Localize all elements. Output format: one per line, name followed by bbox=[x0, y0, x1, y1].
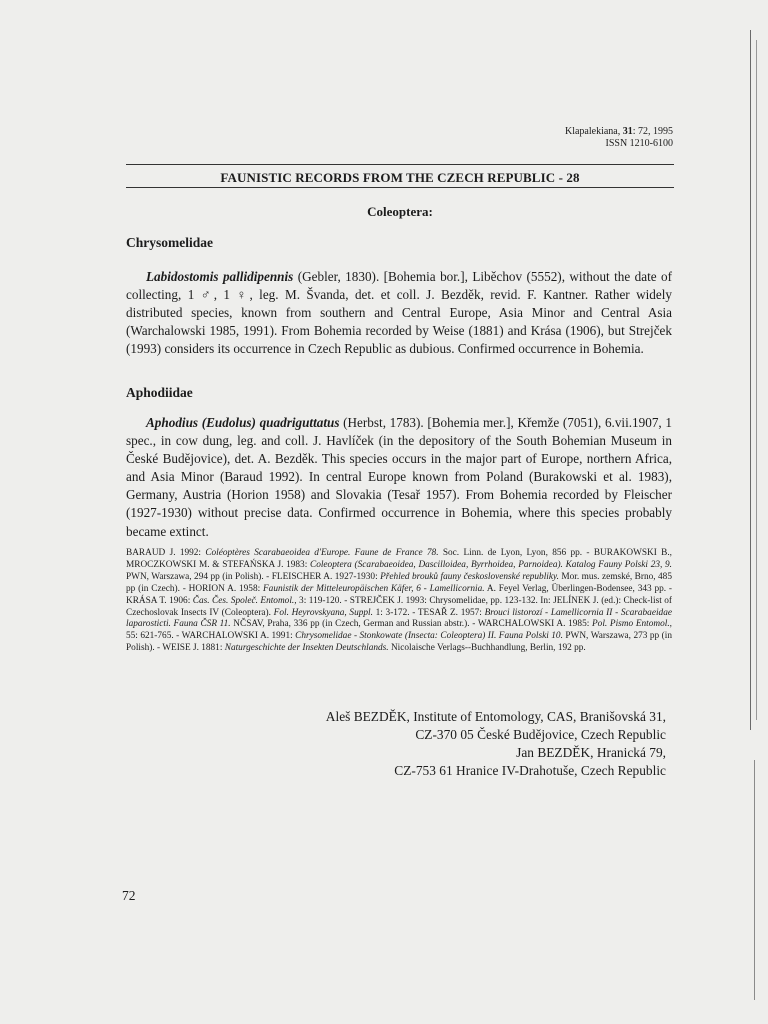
record-paragraph-1 bbox=[126, 268, 672, 358]
journal-issn: ISSN 1210-6100 bbox=[605, 138, 673, 149]
reference-italic-text: Faunistik der Mitteleuropäischen Käfer, 6 - Lamellicornia. bbox=[263, 583, 485, 594]
reference-italic-text: Coléoptères Scarabaeoidea d'Europe. Faune de France 78. bbox=[205, 548, 439, 558]
reference-text: FLEISCHER A. 1927-1930: bbox=[271, 571, 381, 582]
reference-italic-text: Fol. Heyrovskyana, Suppl. bbox=[273, 607, 373, 618]
reference-text: WARCHALOWSKI A. 1985: bbox=[477, 619, 592, 630]
reference-text: Soc. Linn. de Lyon, Lyon, 856 pp. - bbox=[438, 548, 594, 558]
journal-name: Klapalekiana, bbox=[564, 126, 623, 137]
reference-italic-text: Přehled brouků fauny československé republiky. bbox=[380, 571, 559, 582]
reference-text: 3: 119-120. - bbox=[296, 595, 350, 606]
reference-text: PWN, Warszawa, 273 pp (in Polish). - bbox=[126, 631, 672, 654]
reference-text: A. Feyel Verlag, Überlingen-Bodensee, 343 pp. - bbox=[484, 583, 673, 594]
reference-text: TESAŘ Z. 1957: bbox=[417, 607, 485, 618]
reference-text: WARCHALOWSKI A. 1991: bbox=[181, 631, 296, 642]
journal-line-1 bbox=[565, 126, 673, 138]
scan-edge-line bbox=[750, 30, 751, 730]
reference-text: Mor. mus. zemské, Brno, 485 pp (in Czech). - bbox=[126, 571, 672, 594]
reference-text: 1: 3-172. - bbox=[372, 607, 418, 618]
reference-text: STREJČEK J. 1993: bbox=[349, 595, 430, 606]
reference-text: HORION A. 1958: bbox=[188, 583, 263, 594]
journal-citation bbox=[565, 126, 673, 150]
record-text-2: (Herbst, 1783). [Bohemia mer.], Křemže (7051), 6.vii.1907, 1 spec., in cow dung, leg. and coll. J. Havlíček (in the depository of the South Bohemian Museum in České Budějovice), det. A. Bezděk. This species occurs in the major part of Europe, northern Africa, and Asia Minor (Baraud 1992). In central Europe known from Poland (Burakowski et al. 1983), Germany, Austria (Horion 1958) and Slovakia (Tesař 1957). From Bohemia recorded by Fleischer (1927-1930) without precise data. Confirmed occurrence in Bohemia, where this species probably became extinct. bbox=[126, 415, 672, 539]
reference-text: WEISE J. 1881: bbox=[162, 643, 225, 654]
references-block bbox=[126, 548, 672, 655]
species-name-1: Labidostomis pallidipennis bbox=[146, 269, 294, 284]
reference-italic-text: Brouci listorozí - Lamellicornia II - Scarabaeidae laparosticti. Fauna ČSR 11. bbox=[126, 607, 672, 630]
page-number: 72 bbox=[122, 888, 136, 903]
author-line-4: CZ-753 61 Hranice IV-Drahotuše, Czech Republic bbox=[394, 763, 666, 778]
reference-text: BARAUD J. 1992: bbox=[126, 548, 206, 558]
reference-italic-text: Coleoptera (Scarabaeoidea, Dascilloidea, Byrrhoidea, Parnoidea). Katalog Fauny Polski 23, 9. bbox=[310, 559, 672, 570]
page-title: FAUNISTIC RECORDS FROM THE CZECH REPUBLIC - 28 bbox=[220, 170, 580, 185]
family-heading-aphodiidae: Aphodiidae bbox=[126, 385, 193, 400]
journal-pages: : 72, 1995 bbox=[632, 126, 673, 137]
reference-text: NČSAV, Praha, 336 pp (in Czech, German and Russian abstr.). - bbox=[230, 619, 478, 630]
reference-italic-text: Pol. Pismo Entomol., bbox=[592, 619, 672, 630]
reference-italic-text: Chrysomelidae - Stonkowate (Insecta: Coleoptera) II. Fauna Polski 10. bbox=[295, 631, 563, 642]
reference-text: Nicolaische Verlags--Buchhandlung, Berlin, 192 pp. bbox=[388, 643, 586, 654]
scan-edge-line bbox=[756, 40, 757, 720]
record-text-1: (Gebler, 1830). [Bohemia bor.], Liběchov (5552), without the date of collecting, 1 ♂, 1 ♀, leg. M. Švanda, det. et coll. J. Bezděk, revid. F. Kantner. Rather widely distributed species, known from southern and Central Europe, Asia Minor and Central Asia (Warchalowski 1985, 1991). From Bohemia recorded by Weise (1881) and Krása (1906), but Strejček (1993) considers its occurrence in Czech Republic as dubious. Confirmed occurrence in Bohemia. bbox=[126, 269, 673, 357]
reference-text: PWN, Warszawa, 294 pp (in Polish). - bbox=[126, 571, 272, 582]
author-line-3: Jan BEZDĚK, Hranická 79, bbox=[516, 745, 666, 760]
author-line-1: Aleš BEZDĚK, Institute of Entomology, CAS, Branišovská 31, bbox=[325, 709, 666, 724]
reference-text: 55: 621-765. - bbox=[126, 631, 182, 642]
title-rule-bottom bbox=[126, 187, 674, 188]
family-heading-chrysomelidae: Chrysomelidae bbox=[126, 235, 213, 250]
author-line-2: CZ-370 05 České Budějovice, Czech Republic bbox=[415, 727, 666, 742]
reference-italic-text: Naturgeschichte der Insekten Deutschlands. bbox=[224, 643, 389, 654]
reference-italic-text: Čas. Čes. Společ. Entomol., bbox=[192, 595, 297, 606]
journal-volume: 31 bbox=[622, 126, 633, 137]
record-paragraph-2 bbox=[126, 414, 672, 541]
title-rule-top bbox=[126, 164, 674, 165]
reference-text: BURAKOWSKI B., MROCZKOWSKI M. & STEFAŃSKA J. 1983: bbox=[126, 548, 673, 570]
reference-text: Chrysomelidae, pp. 123-132. In: JELÍNEK J. (ed.): Check-list of Czechoslovak Insects IV (Coleoptera). bbox=[126, 595, 673, 618]
reference-text: KRÁSA T. 1906: bbox=[126, 595, 193, 606]
species-name-2: Aphodius (Eudolus) quadriguttatus bbox=[146, 415, 340, 430]
order-heading: Coleoptera: bbox=[367, 204, 433, 219]
author-addresses bbox=[326, 708, 666, 780]
scan-edge-line bbox=[754, 760, 755, 1000]
